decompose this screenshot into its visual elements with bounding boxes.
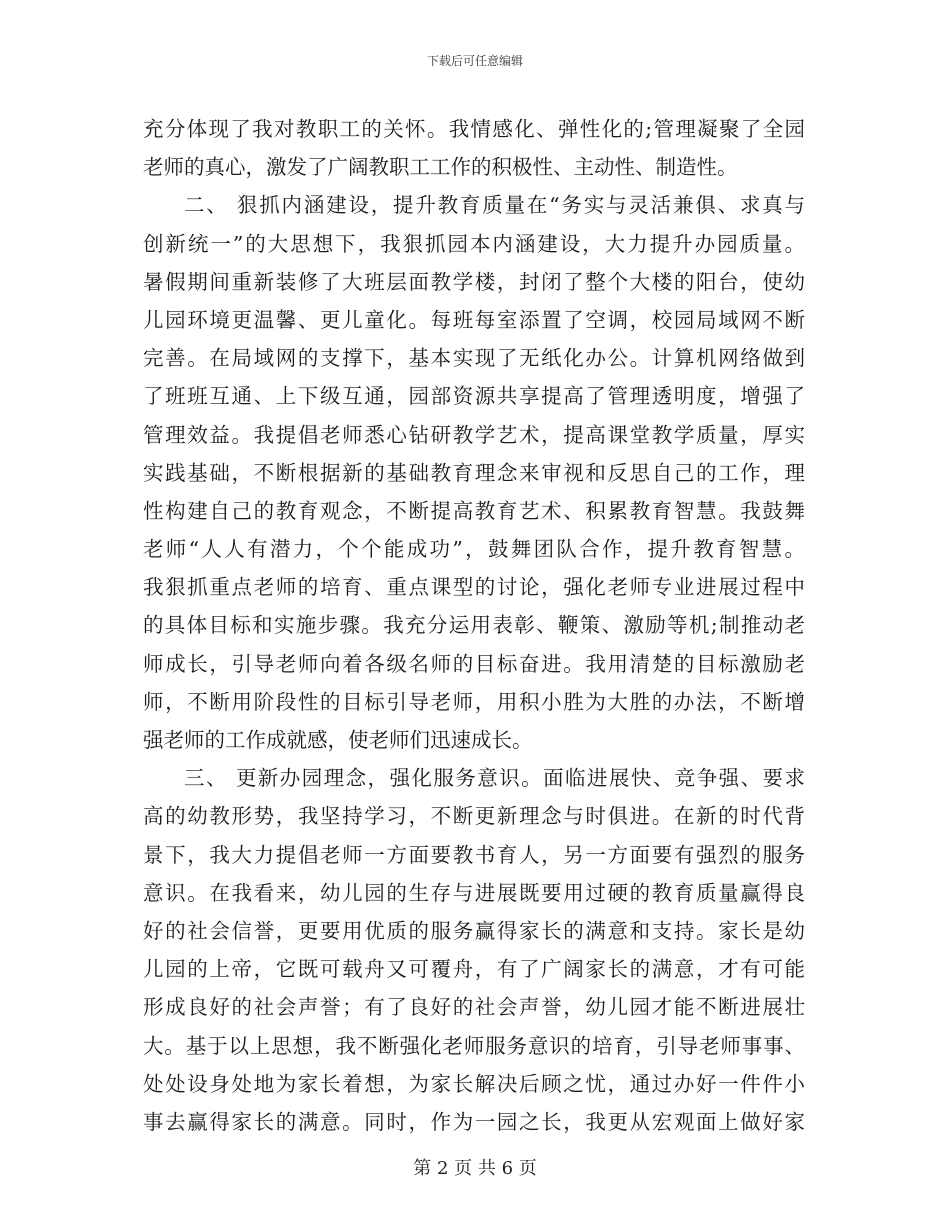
text-line: 老师的真心，激发了广阔教职工工作的积极性、主动性、制造性。	[143, 155, 738, 180]
text-line: 充分体现了我对教职工的关怀。我情感化、弹性化的;管理凝聚了全园	[143, 117, 805, 141]
text-line: 老师“人人有潜力，个个能成功”，鼓舞团队合作，提升教育智慧。	[143, 537, 805, 562]
text-line: 创新统一”的大思想下，我狠抓园本内涵建设，大力提升办园质量。	[143, 231, 805, 256]
text-line: 性构建自己的教育观念，不断提高教育艺术、积累教育智慧。我鼓舞	[143, 498, 805, 523]
text-line: 了班班互通、上下级互通，园部资源共享提高了管理透明度，增强了	[143, 384, 805, 409]
text-line: 师成长，引导老师向着各级名师的目标奋进。我用清楚的目标激励老	[143, 651, 805, 676]
text-line: 处处设身处地为家长着想，为家长解决后顾之忧，通过办好一件件小	[143, 1071, 805, 1096]
text-line: 二、 狠抓内涵建设，提升教育质量在“务实与灵活兼俱、求真与	[184, 193, 805, 218]
text-line: 儿园环境更温馨、更儿童化。每班每室添置了空调，校园局域网不断	[143, 307, 805, 332]
text-line: 完善。在局域网的支撑下，基本实现了无纸化办公。计算机网络做到	[143, 346, 805, 371]
text-line: 高的幼教形势，我坚持学习，不断更新理念与时俱进。在新的时代背	[143, 804, 805, 829]
text-line: 事去赢得家长的满意。同时，作为一园之长，我更从宏观面上做好家	[143, 1109, 805, 1134]
page-header: 下载后可任意编辑	[426, 54, 523, 68]
page-footer: 第 2 页 共 6 页	[413, 1158, 537, 1179]
text-line: 景下，我大力提倡老师一方面要教书育人，另一方面要有强烈的服务	[143, 842, 805, 867]
text-line: 的具体目标和实施步骤。我充分运用表彰、鞭策、激励等机;制推动老	[143, 613, 805, 638]
text-line: 好的社会信誉，更要用优质的服务赢得家长的满意和支持。家长是幼	[143, 918, 805, 943]
text-line: 三、 更新办园理念，强化服务意识。面临进展快、竞争强、要求	[184, 766, 805, 791]
text-line: 强老师的工作成就感，使老师们迅速成长。	[143, 728, 533, 752]
text-line: 师，不断用阶段性的目标引导老师，用积小胜为大胜的办法，不断增	[143, 689, 805, 714]
text-line: 儿园的上帝，它既可载舟又可覆舟，有了广阔家长的满意，才有可能	[143, 957, 805, 982]
text-line: 暑假期间重新装修了大班层面教学楼，封闭了整个大楼的阳台，使幼	[143, 269, 805, 294]
text-line: 实践基础，不断根据新的基础教育理念来审视和反思自己的工作，理	[143, 460, 805, 485]
document-body	[143, 110, 805, 1141]
text-line: 形成良好的社会声誉；有了良好的社会声誉，幼儿园才能不断进展壮	[143, 995, 805, 1020]
text-line: 管理效益。我提倡老师悉心钻研教学艺术，提高课堂教学质量，厚实	[143, 422, 805, 447]
text-line: 大。基于以上思想，我不断强化老师服务意识的培育，引导老师事事、	[143, 1033, 805, 1058]
text-line: 我狠抓重点老师的培育、重点课型的讨论，强化老师专业进展过程中	[143, 575, 805, 600]
text-line: 意识。在我看来，幼儿园的生存与进展既要用过硬的教育质量赢得良	[143, 880, 805, 905]
